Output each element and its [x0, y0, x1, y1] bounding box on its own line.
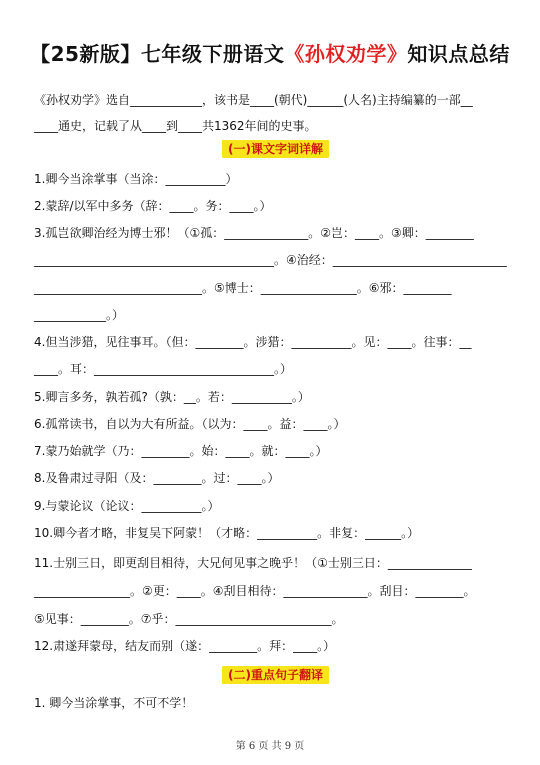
item-line: 10.卿今者才略，非复吴下阿蒙！（才略：__________。非复：______。） [34, 526, 420, 540]
item-line: 1.卿今当涂掌事（当涂：__________） [34, 172, 238, 186]
page-footer: 第 6 页 共 9 页 [235, 741, 305, 752]
item-line: 4.但当涉猎，见往事耳。（但：________。涉猎：__________。见：____。往事：__ [34, 335, 472, 349]
item-line: 2.蒙辞/以军中多务（辞：____。务：____。） [34, 199, 272, 213]
item-line: ____________________________。⑤博士：________________。⑥邪：________ [34, 281, 452, 295]
section-heading-vocab: (一)课文字词详解 [222, 140, 329, 158]
item-line: 9.与蒙论议（论议：__________。） [34, 499, 220, 513]
item-line: 5.卿言多务，孰若孤?（孰：__。若：__________。） [34, 390, 310, 404]
page-title [0, 38, 540, 67]
item-line: ____。耳：______________________________。） [34, 362, 293, 376]
item-line: ⑤见事：________。⑦乎：__________________________。 [34, 612, 344, 626]
title-highlight: 《孙权劝学》 [284, 42, 408, 66]
item-line: ________________。②更：____。④刮目相待：______________。刮目：________。 [34, 584, 476, 598]
title-prefix: 【25新版】七年级下册语文 [30, 42, 285, 66]
item-line: 7.蒙乃始就学（乃：________。始：____。就：____。） [34, 444, 328, 458]
title-suffix: 知识点总结 [407, 42, 510, 66]
intro-line-2: ____通史，记载了从____到____共1362年间的史事。 [34, 119, 317, 133]
item-line: ________________________________________。④治经：_____________________________ [34, 253, 507, 267]
intro-line-1: 《孙权劝学》选自____________，该书是____(朝代)______(人名)主持编纂的一部__ [34, 93, 473, 107]
section-heading-translation: (二)重点句子翻译 [222, 666, 329, 684]
item-line: 6.孤常读书，自以为大有所益。（以为：____。益：____。） [34, 417, 346, 431]
item-line: 8.及鲁肃过寻阳（及：________。过：____。） [34, 471, 280, 485]
item-line: 12.肃遂拜蒙母，结友而别（遂：________。拜：____。） [34, 639, 336, 653]
item-line: 3.孤岂欲卿治经为博士邪！（①孤：______________。②岂：____。③卿：________ [34, 226, 474, 240]
item-line: ____________。） [34, 308, 125, 322]
item-line: 11.士别三日，即更刮目相待，大兄何见事之晚乎！（①士别三日：______________ [34, 556, 472, 570]
sentence-line: 1. 卿今当涂掌事，不可不学！ [34, 696, 194, 710]
